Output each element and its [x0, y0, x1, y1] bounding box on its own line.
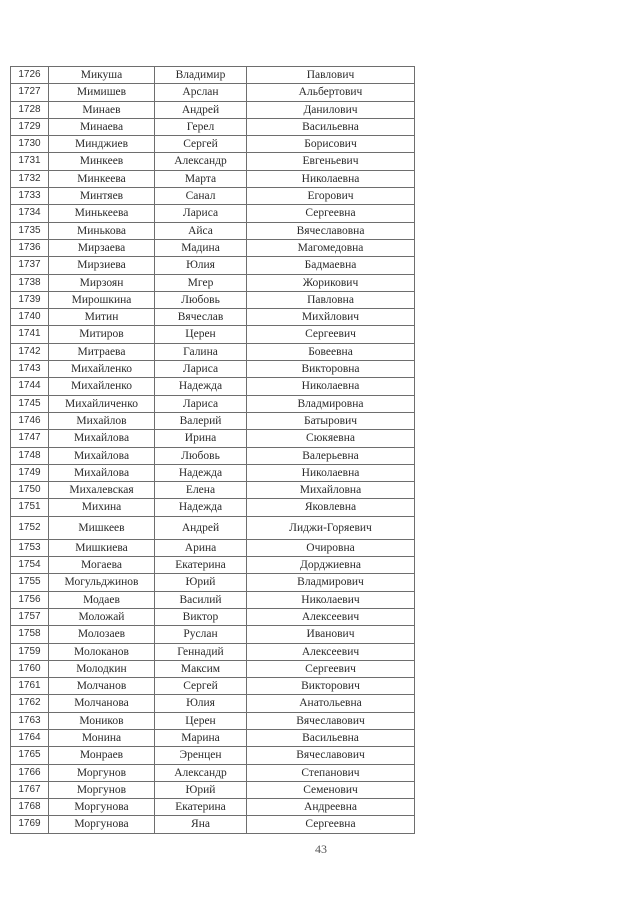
patronymic-cell: Сергеевна	[247, 816, 415, 833]
row-number: 1747	[11, 430, 49, 447]
first-name-cell: Геннадий	[155, 643, 247, 660]
last-name-cell: Микуша	[49, 67, 155, 84]
row-number: 1727	[11, 84, 49, 101]
row-number: 1726	[11, 67, 49, 84]
patronymic-cell: Степанович	[247, 764, 415, 781]
row-number: 1758	[11, 626, 49, 643]
patronymic-cell: Батырович	[247, 412, 415, 429]
table-row	[11, 153, 415, 170]
patronymic-cell: Павловна	[247, 291, 415, 308]
row-number: 1769	[11, 816, 49, 833]
first-name-cell: Елена	[155, 482, 247, 499]
table-row	[11, 274, 415, 291]
last-name-cell: Молчанова	[49, 695, 155, 712]
row-number: 1764	[11, 729, 49, 746]
table-row	[11, 205, 415, 222]
patronymic-cell: Магомедовна	[247, 239, 415, 256]
row-number: 1736	[11, 239, 49, 256]
row-number: 1765	[11, 747, 49, 764]
row-number: 1730	[11, 136, 49, 153]
last-name-cell: Минаева	[49, 118, 155, 135]
row-number: 1753	[11, 539, 49, 556]
table-row	[11, 539, 415, 556]
page-number: 43	[315, 842, 327, 856]
first-name-cell: Галина	[155, 343, 247, 360]
last-name-cell: Михалевская	[49, 482, 155, 499]
row-number: 1752	[11, 516, 49, 539]
table-row	[11, 608, 415, 625]
last-name-cell: Михайлова	[49, 464, 155, 481]
patronymic-cell: Николаевич	[247, 591, 415, 608]
patronymic-cell: Очировна	[247, 539, 415, 556]
last-name-cell: Минкеева	[49, 170, 155, 187]
row-number: 1731	[11, 153, 49, 170]
last-name-cell: Моргунов	[49, 764, 155, 781]
table-row	[11, 291, 415, 308]
patronymic-cell: Альбертович	[247, 84, 415, 101]
patronymic-cell: Павлович	[247, 67, 415, 84]
first-name-cell: Лариса	[155, 205, 247, 222]
first-name-cell: Василий	[155, 591, 247, 608]
last-name-cell: Монраев	[49, 747, 155, 764]
row-number: 1755	[11, 574, 49, 591]
last-name-cell: Монина	[49, 729, 155, 746]
table-row	[11, 747, 415, 764]
table-row	[11, 729, 415, 746]
first-name-cell: Церен	[155, 326, 247, 343]
row-number: 1749	[11, 464, 49, 481]
table-row	[11, 395, 415, 412]
row-number: 1739	[11, 291, 49, 308]
last-name-cell: Митин	[49, 309, 155, 326]
table-row	[11, 170, 415, 187]
patronymic-cell: Сергеевич	[247, 326, 415, 343]
first-name-cell: Юлия	[155, 695, 247, 712]
last-name-cell: Минджиев	[49, 136, 155, 153]
first-name-cell: Арина	[155, 539, 247, 556]
patronymic-cell: Валерьевна	[247, 447, 415, 464]
first-name-cell: Вячеслав	[155, 309, 247, 326]
table-row	[11, 222, 415, 239]
last-name-cell: Михайлов	[49, 412, 155, 429]
table-row	[11, 136, 415, 153]
first-name-cell: Герел	[155, 118, 247, 135]
row-number: 1751	[11, 499, 49, 516]
first-name-cell: Яна	[155, 816, 247, 833]
table-row	[11, 464, 415, 481]
first-name-cell: Виктор	[155, 608, 247, 625]
row-number: 1737	[11, 257, 49, 274]
last-name-cell: Моргунова	[49, 816, 155, 833]
last-name-cell: Минькеева	[49, 205, 155, 222]
patronymic-cell: Сюкяевна	[247, 430, 415, 447]
table-row	[11, 516, 415, 539]
row-number: 1767	[11, 781, 49, 798]
first-name-cell: Сергей	[155, 678, 247, 695]
last-name-cell: Минтяев	[49, 188, 155, 205]
first-name-cell: Валерий	[155, 412, 247, 429]
patronymic-cell: Викторовна	[247, 361, 415, 378]
last-name-cell: Минкеев	[49, 153, 155, 170]
patronymic-cell: Вячеславович	[247, 747, 415, 764]
table-row	[11, 378, 415, 395]
table-row	[11, 67, 415, 84]
last-name-cell: Мирзоян	[49, 274, 155, 291]
last-name-cell: Минаев	[49, 101, 155, 118]
row-number: 1746	[11, 412, 49, 429]
patronymic-cell: Анатольевна	[247, 695, 415, 712]
last-name-cell: Моргунова	[49, 799, 155, 816]
table-row	[11, 816, 415, 833]
row-number: 1748	[11, 447, 49, 464]
patronymic-cell: Иванович	[247, 626, 415, 643]
row-number: 1740	[11, 309, 49, 326]
first-name-cell: Андрей	[155, 101, 247, 118]
first-name-cell: Айса	[155, 222, 247, 239]
first-name-cell: Юлия	[155, 257, 247, 274]
first-name-cell: Любовь	[155, 291, 247, 308]
first-name-cell: Эренцен	[155, 747, 247, 764]
row-number: 1745	[11, 395, 49, 412]
patronymic-cell: Викторович	[247, 678, 415, 695]
row-number: 1750	[11, 482, 49, 499]
last-name-cell: Михайленко	[49, 378, 155, 395]
table-row	[11, 482, 415, 499]
table-row	[11, 764, 415, 781]
first-name-cell: Надежда	[155, 378, 247, 395]
patronymic-cell: Владмировна	[247, 395, 415, 412]
last-name-cell: Мирзаева	[49, 239, 155, 256]
last-name-cell: Моников	[49, 712, 155, 729]
patronymic-cell: Сергеевич	[247, 660, 415, 677]
row-number: 1762	[11, 695, 49, 712]
patronymic-cell: Семенович	[247, 781, 415, 798]
row-number: 1741	[11, 326, 49, 343]
patronymic-cell: Андреевна	[247, 799, 415, 816]
patronymic-cell: Бовеевна	[247, 343, 415, 360]
last-name-cell: Митиров	[49, 326, 155, 343]
row-number: 1728	[11, 101, 49, 118]
patronymic-cell: Лиджи-Горяевич	[247, 516, 415, 539]
last-name-cell: Михайленко	[49, 361, 155, 378]
first-name-cell: Екатерина	[155, 799, 247, 816]
table-row	[11, 643, 415, 660]
table-row	[11, 499, 415, 516]
last-name-cell: Моложай	[49, 608, 155, 625]
first-name-cell: Марина	[155, 729, 247, 746]
row-number: 1761	[11, 678, 49, 695]
last-name-cell: Мимишев	[49, 84, 155, 101]
first-name-cell: Мгер	[155, 274, 247, 291]
name-list-table	[10, 66, 415, 834]
last-name-cell: Минькова	[49, 222, 155, 239]
first-name-cell: Надежда	[155, 464, 247, 481]
row-number: 1733	[11, 188, 49, 205]
first-name-cell: Андрей	[155, 516, 247, 539]
row-number: 1757	[11, 608, 49, 625]
patronymic-cell: Бадмаевна	[247, 257, 415, 274]
patronymic-cell: Вячеславович	[247, 712, 415, 729]
row-number: 1766	[11, 764, 49, 781]
last-name-cell: Мирошкина	[49, 291, 155, 308]
table-row	[11, 361, 415, 378]
first-name-cell: Лариса	[155, 361, 247, 378]
first-name-cell: Юрий	[155, 574, 247, 591]
first-name-cell: Надежда	[155, 499, 247, 516]
first-name-cell: Ирина	[155, 430, 247, 447]
row-number: 1743	[11, 361, 49, 378]
row-number: 1760	[11, 660, 49, 677]
table-row	[11, 118, 415, 135]
patronymic-cell: Николаевна	[247, 378, 415, 395]
table-row	[11, 101, 415, 118]
first-name-cell: Сергей	[155, 136, 247, 153]
last-name-cell: Михайлова	[49, 430, 155, 447]
table-row	[11, 188, 415, 205]
row-number: 1734	[11, 205, 49, 222]
table-row	[11, 84, 415, 101]
first-name-cell: Любовь	[155, 447, 247, 464]
table-row	[11, 239, 415, 256]
patronymic-cell: Дорджиевна	[247, 557, 415, 574]
patronymic-cell: Михйлович	[247, 309, 415, 326]
last-name-cell: Мишкеев	[49, 516, 155, 539]
last-name-cell: Могаева	[49, 557, 155, 574]
patronymic-cell: Данилович	[247, 101, 415, 118]
patronymic-cell: Борисович	[247, 136, 415, 153]
patronymic-cell: Жорикович	[247, 274, 415, 291]
first-name-cell: Арслан	[155, 84, 247, 101]
table-row	[11, 412, 415, 429]
first-name-cell: Церен	[155, 712, 247, 729]
patronymic-cell: Егорович	[247, 188, 415, 205]
last-name-cell: Михайлова	[49, 447, 155, 464]
patronymic-cell: Михайловна	[247, 482, 415, 499]
last-name-cell: Молозаев	[49, 626, 155, 643]
table-row	[11, 557, 415, 574]
row-number: 1759	[11, 643, 49, 660]
patronymic-cell: Яковлевна	[247, 499, 415, 516]
first-name-cell: Александр	[155, 153, 247, 170]
table-row	[11, 574, 415, 591]
row-number: 1756	[11, 591, 49, 608]
last-name-cell: Модаев	[49, 591, 155, 608]
last-name-cell: Михина	[49, 499, 155, 516]
name-list-body	[11, 67, 415, 834]
first-name-cell: Марта	[155, 170, 247, 187]
table-row	[11, 660, 415, 677]
patronymic-cell: Евгеньевич	[247, 153, 415, 170]
row-number: 1735	[11, 222, 49, 239]
table-row	[11, 309, 415, 326]
last-name-cell: Митраева	[49, 343, 155, 360]
table-row	[11, 447, 415, 464]
last-name-cell: Мишкиева	[49, 539, 155, 556]
last-name-cell: Молодкин	[49, 660, 155, 677]
table-row	[11, 695, 415, 712]
first-name-cell: Юрий	[155, 781, 247, 798]
first-name-cell: Мадина	[155, 239, 247, 256]
last-name-cell: Молоканов	[49, 643, 155, 660]
patronymic-cell: Николаевна	[247, 464, 415, 481]
table-row	[11, 343, 415, 360]
row-number: 1729	[11, 118, 49, 135]
table-row	[11, 326, 415, 343]
table-row	[11, 712, 415, 729]
first-name-cell: Александр	[155, 764, 247, 781]
patronymic-cell: Алексеевич	[247, 608, 415, 625]
first-name-cell: Санал	[155, 188, 247, 205]
last-name-cell: Михайличенко	[49, 395, 155, 412]
patronymic-cell: Вячеславовна	[247, 222, 415, 239]
table-row	[11, 257, 415, 274]
patronymic-cell: Алексеевич	[247, 643, 415, 660]
table-row	[11, 430, 415, 447]
first-name-cell: Максим	[155, 660, 247, 677]
first-name-cell: Лариса	[155, 395, 247, 412]
patronymic-cell: Владмирович	[247, 574, 415, 591]
last-name-cell: Моргунов	[49, 781, 155, 798]
first-name-cell: Руслан	[155, 626, 247, 643]
patronymic-cell: Николаевна	[247, 170, 415, 187]
first-name-cell: Екатерина	[155, 557, 247, 574]
row-number: 1754	[11, 557, 49, 574]
patronymic-cell: Сергеевна	[247, 205, 415, 222]
row-number: 1744	[11, 378, 49, 395]
table-row	[11, 799, 415, 816]
row-number: 1768	[11, 799, 49, 816]
table-row	[11, 678, 415, 695]
table-row	[11, 626, 415, 643]
row-number: 1742	[11, 343, 49, 360]
table-row	[11, 781, 415, 798]
last-name-cell: Мирзиева	[49, 257, 155, 274]
row-number: 1738	[11, 274, 49, 291]
row-number: 1763	[11, 712, 49, 729]
last-name-cell: Молчанов	[49, 678, 155, 695]
table-row	[11, 591, 415, 608]
first-name-cell: Владимир	[155, 67, 247, 84]
patronymic-cell: Васильевна	[247, 729, 415, 746]
last-name-cell: Могульджинов	[49, 574, 155, 591]
row-number: 1732	[11, 170, 49, 187]
patronymic-cell: Васильевна	[247, 118, 415, 135]
